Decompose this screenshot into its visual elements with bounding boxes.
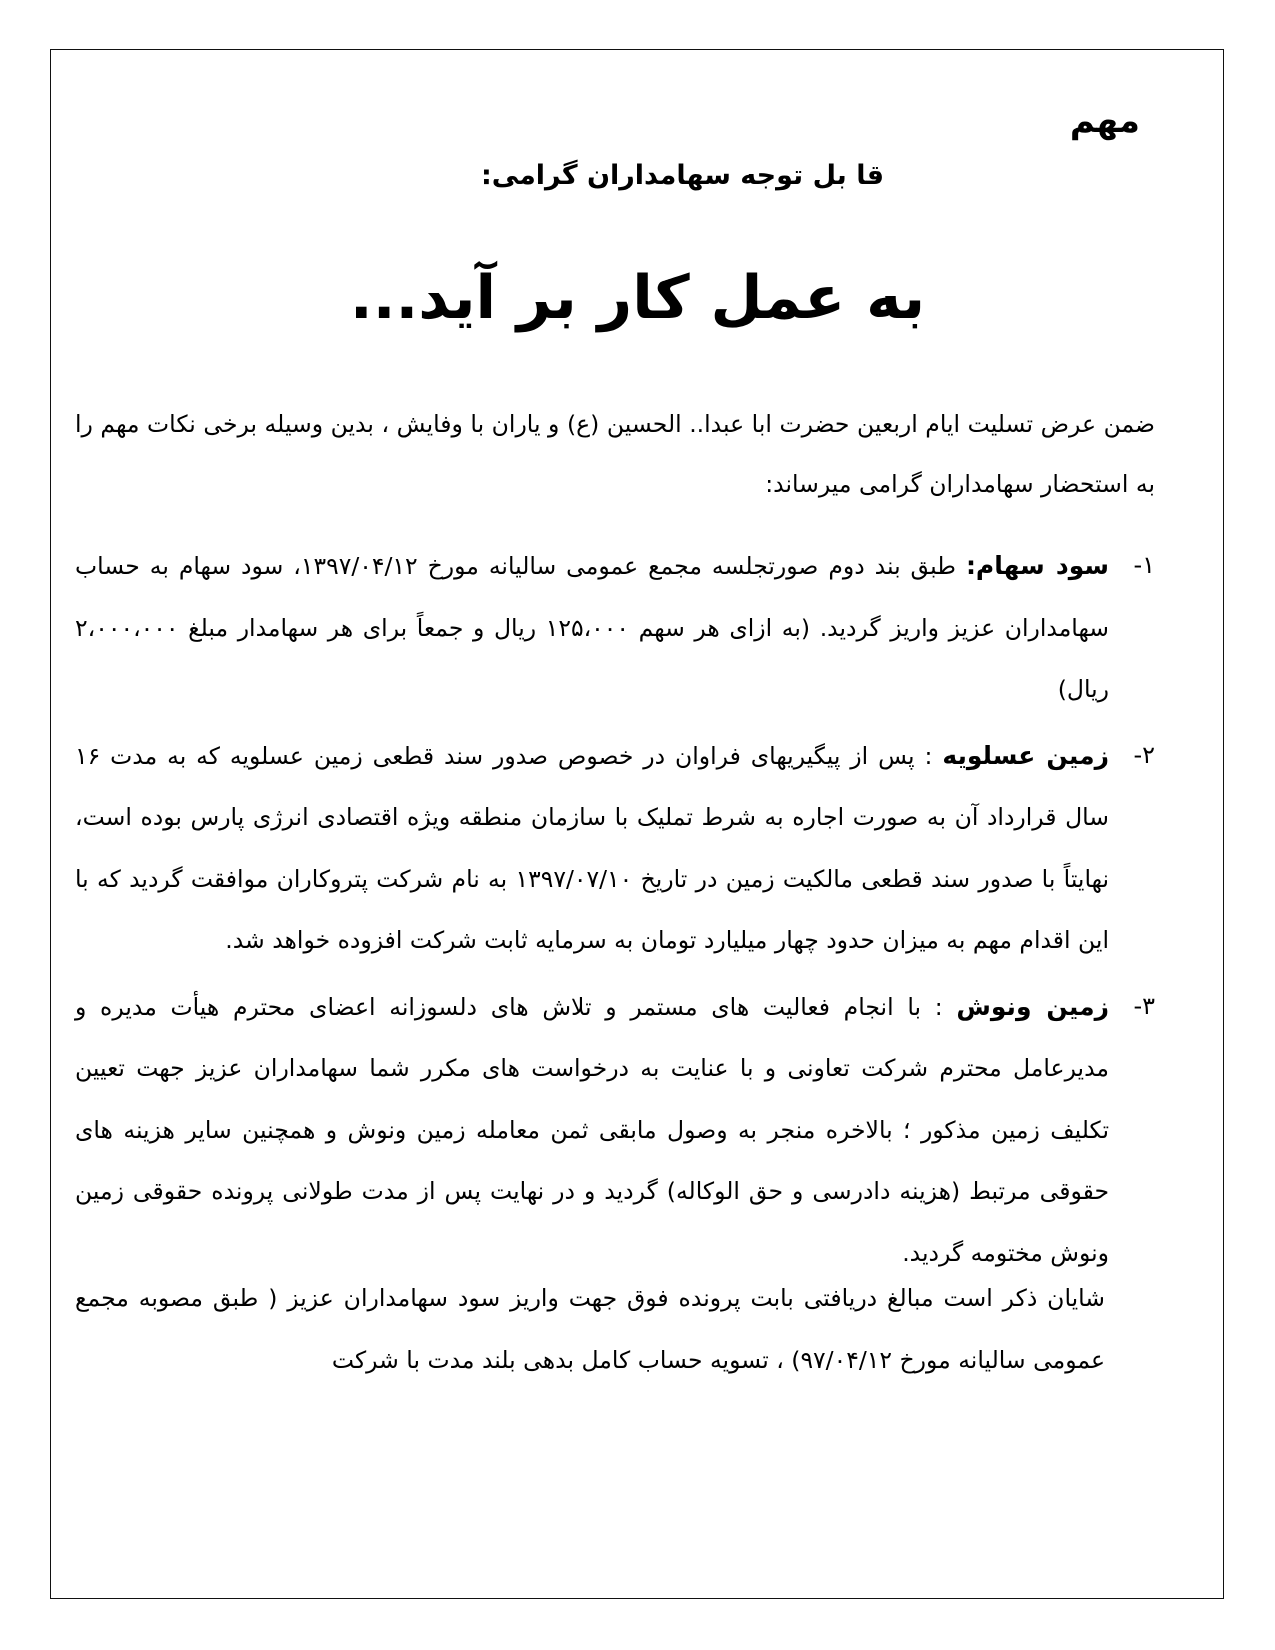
intro-paragraph: ضمن عرض تسلیت ایام اربعین حضرت ابا عبدا.. الحسین (ع) و یاران با وفایش ، بدین وسیله برخی نکات مهم را به استحضار سهامداران گرامی میرساند: xyxy=(75,410,1155,498)
list-item-asaluyeh-land xyxy=(75,725,1155,972)
item-number: ۲- xyxy=(1133,740,1155,769)
item-number: ۳- xyxy=(1133,991,1155,1020)
important-label: مهم xyxy=(1069,101,1140,141)
list-item-vanush-land xyxy=(75,976,1155,1285)
notice-items-list xyxy=(75,535,1155,1288)
item-text: طبق بند دوم صورتجلسه مجمع عمومی سالیانه مورخ ۱۳۹۷/۰۴/۱۲، سود سهام به حساب سهامداران عزیز واریز گردید. (به ازای هر سهم ۱۲۵،۰۰۰ ریال و جمعاً برای هر سهامدار مبلغ ۲،۰۰۰،۰۰۰ ریال) xyxy=(75,552,1109,703)
item-text: : با انجام فعالیت های مستمر و تلاش های دلسوزانه اعضای محترم هیأت مدیره و مدیرعامل محترم شرکت تعاونی و با عنایت به درخواست های مکرر شما سهامداران عزیز جهت تعیین تکلیف زمین مذکور ؛ بالاخره منجر به وصول مابقی ثمن معامله زمین ونوش و همچنین سایر هزینه های حقوقی مرتبط (هزینه دادرسی و حق الوکاله) گردید و در نهایت پس از مدت طولانی پرونده حقوقی زمین ونوش مختومه گردید. xyxy=(75,992,1109,1267)
list-item-dividend xyxy=(75,535,1155,721)
notice-heading: قا بل توجه سهامداران گرامی: xyxy=(480,160,885,191)
notice-title: به عمل کار بر آید... xyxy=(349,263,926,333)
item-title: سود سهام: xyxy=(965,551,1110,580)
item-title: زمین ونوش xyxy=(956,991,1110,1021)
item-text: : پس از پیگیریهای فراوان در خصوص صدور سند قطعی زمین عسلویه که به مدت ۱۶ سال قرارداد آن به صورت اجاره به شرط تملیک با سازمان منطقه ویژه اقتصادی انرژی پارس بوده است، نهایتاً با صدور سند قطعی مالکیت زمین در تاریخ ۱۳۹۷/۰۷/۱۰ به نام شرکت پتروکاران موافقت گردید که با این اقدام مهم به میزان حدود چهار میلیارد تومان به سرمایه ثابت شرکت افزوده خواهد شد. xyxy=(75,741,1109,954)
item-number: ۱- xyxy=(1133,551,1155,579)
item-title: زمین عسلویه xyxy=(942,740,1109,770)
closing-paragraph: شایان ذکر است مبالغ دریافتی بابت پرونده فوق جهت واریز سود سهامداران عزیز ( طبق مصوبه مجمع عمومی سالیانه مورخ ۹۷/۰۴/۱۲) ، تسویه حساب کامل بدهی بلند مدت با شرکت xyxy=(75,1284,1105,1374)
